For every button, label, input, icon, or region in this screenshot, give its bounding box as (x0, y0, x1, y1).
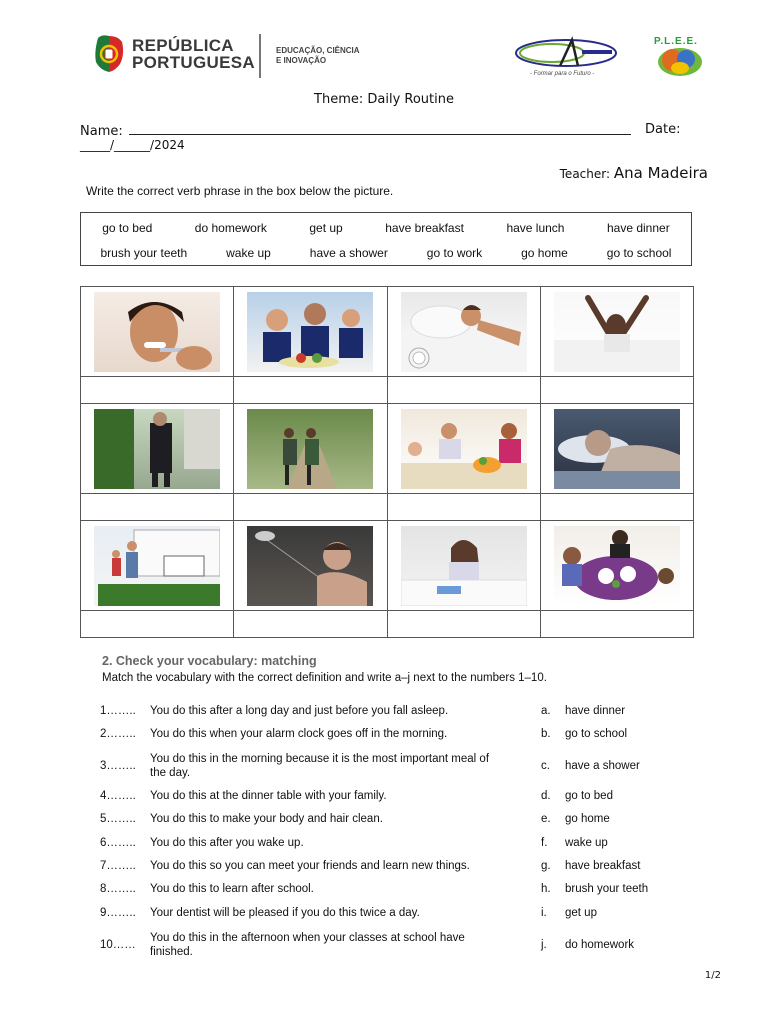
page-number: 1/2 (704, 970, 721, 981)
match-option: do homework (565, 939, 635, 951)
name-label: Name: (80, 124, 123, 139)
match-definition: You do this in the afternoon when your classes at school have finished. (150, 932, 465, 958)
match-letter: d. (541, 790, 551, 802)
word-bank-item: have lunch (506, 221, 565, 235)
name-date-row (80, 122, 631, 139)
match-number[interactable]: 3…….. (100, 760, 136, 772)
word-bank-item: have breakfast (385, 221, 464, 235)
portuguese-republic-emblem (92, 34, 126, 74)
match-letter: h. (541, 883, 551, 895)
match-option: go to school (565, 728, 628, 740)
date-label: Date: (645, 122, 681, 137)
match-number[interactable]: 6…….. (100, 837, 136, 849)
match-number[interactable]: 8…….. (100, 883, 136, 895)
photo-going-to-work (94, 409, 220, 489)
word-bank-item: have dinner (606, 221, 670, 235)
match-letter: j. (541, 939, 547, 951)
teacher-line (560, 164, 708, 182)
match-letter: i. (541, 907, 547, 919)
picture-grid (80, 286, 694, 638)
section2-title: 2. Check your vocabulary: matching (102, 654, 317, 668)
word-bank (80, 212, 692, 266)
match-letter: g. (541, 860, 551, 872)
answer-cell[interactable] (234, 611, 387, 638)
match-number[interactable]: 2…….. (100, 728, 136, 740)
word-bank-item: go home (521, 246, 568, 260)
match-option: go to bed (565, 790, 613, 802)
match-letter: b. (541, 728, 551, 740)
match-number[interactable]: 1…….. (100, 705, 136, 717)
school-tagline: - Formar para o Futuro - (530, 71, 595, 77)
photo-children-lunch (247, 292, 373, 372)
pree-logo (654, 46, 706, 78)
match-definition: You do this when your alarm clock goes off in the morning. (150, 728, 448, 740)
teacher-label: Teacher: (559, 167, 611, 181)
date-field[interactable]: _____/______/2024 (80, 138, 185, 152)
match-option: wake up (565, 837, 608, 849)
answer-cell[interactable] (234, 494, 387, 521)
gov-title-line1: REPÚBLICA (132, 36, 234, 55)
photo-doing-homework (401, 526, 527, 606)
match-definition: You do this after a long day and just before you fall asleep. (150, 705, 449, 717)
match-letter: f. (541, 837, 548, 849)
match-option: brush your teeth (565, 883, 649, 895)
match-number[interactable]: 5…….. (100, 813, 136, 825)
photo-arriving-home (94, 526, 220, 606)
match-option: get up (565, 907, 597, 919)
header-divider (259, 34, 261, 78)
match-definition: You do this in the morning because it is the most important meal of the day. (150, 753, 490, 779)
match-number[interactable]: 4…….. (100, 790, 136, 802)
section2-instruction: Match the vocabulary with the correct definition and write a–j next to the numbers 1–10. (102, 672, 547, 684)
match-number[interactable]: 7…….. (100, 860, 136, 872)
word-bank-row2 (81, 246, 691, 260)
worksheet-theme: Theme: Daily Routine (314, 92, 454, 107)
answer-cell[interactable] (387, 377, 540, 404)
pree-label: P.L.E.E. (654, 36, 698, 47)
photo-taking-shower (247, 526, 373, 606)
gov-title-line2: PORTUGUESA (132, 53, 255, 72)
photo-family-breakfast (401, 409, 527, 489)
answer-cell[interactable] (81, 611, 234, 638)
answer-cell[interactable] (81, 377, 234, 404)
name-field[interactable] (129, 122, 631, 135)
photo-alarm-waking (401, 292, 527, 372)
answer-cell[interactable] (387, 611, 540, 638)
match-definition: You do this to make your body and hair clean. (150, 813, 383, 825)
word-bank-item: go to bed (102, 221, 153, 235)
match-letter: a. (541, 705, 551, 717)
photo-walking-to-school (247, 409, 373, 489)
photo-man-sleeping (554, 409, 680, 489)
photo-stretching-bed (554, 292, 680, 372)
word-bank-item: brush your teeth (100, 246, 188, 260)
ministry-line2: E INOVAÇÃO (276, 56, 327, 65)
word-bank-item: wake up (226, 246, 271, 260)
word-bank-row1 (81, 221, 691, 235)
photo-family-dinner (554, 526, 680, 606)
answer-cell[interactable] (387, 494, 540, 521)
match-option: have dinner (565, 705, 626, 717)
match-number[interactable]: 9…….. (100, 907, 136, 919)
match-option: have a shower (565, 760, 640, 772)
match-number[interactable]: 10…… (100, 939, 136, 951)
match-letter: c. (541, 760, 550, 772)
ministry-line1: EDUCAÇÃO, CIÊNCIA (276, 46, 360, 55)
answer-cell[interactable] (81, 494, 234, 521)
answer-cell[interactable] (540, 377, 693, 404)
teacher-name: Ana Madeira (613, 164, 708, 182)
match-definition: You do this to learn after school. (150, 883, 314, 895)
match-option: go home (565, 813, 610, 825)
word-bank-item: go to school (606, 246, 672, 260)
match-definition: You do this at the dinner table with your family. (150, 790, 387, 802)
answer-cell[interactable] (234, 377, 387, 404)
word-bank-item: have a shower (309, 246, 388, 260)
school-logo (512, 36, 620, 74)
match-letter: e. (541, 813, 551, 825)
match-definition: You do this after you wake up. (150, 837, 304, 849)
match-definition: You do this so you can meet your friends and learn new things. (150, 860, 470, 872)
photo-brushing-teeth (94, 292, 220, 372)
word-bank-item: get up (309, 221, 343, 235)
word-bank-item: go to work (426, 246, 483, 260)
exercise1-instruction: Write the correct verb phrase in the box below the picture. (86, 184, 394, 198)
match-option: have breakfast (565, 860, 641, 872)
answer-cell[interactable] (540, 494, 693, 521)
match-definition: Your dentist will be pleased if you do this twice a day. (150, 907, 420, 919)
answer-cell[interactable] (540, 611, 693, 638)
word-bank-item: do homework (194, 221, 267, 235)
